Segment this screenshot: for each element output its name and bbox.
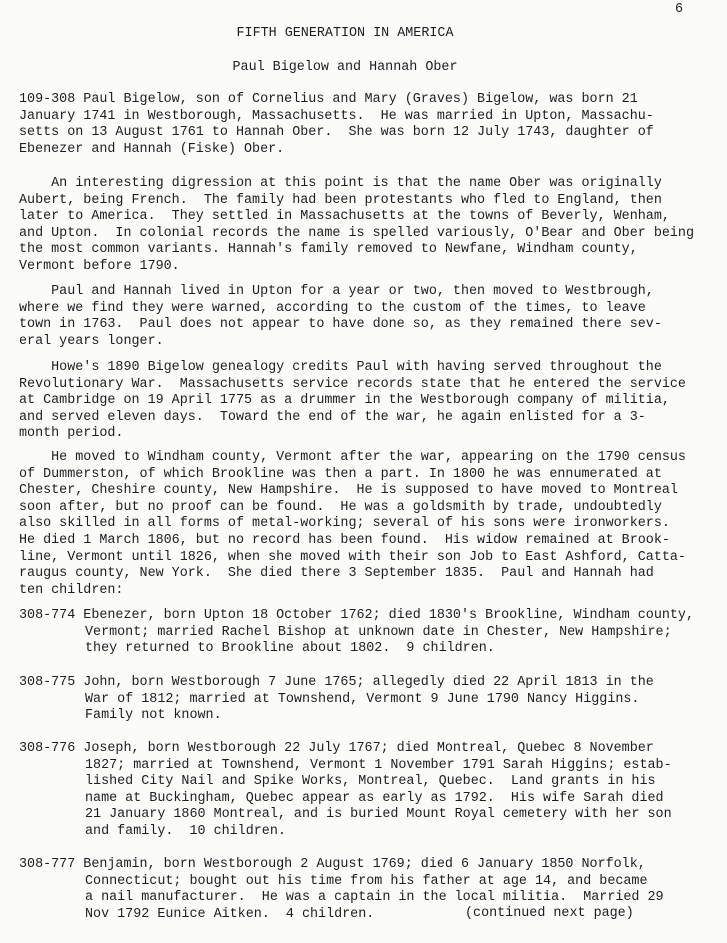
text-line: also skilled in all forms of metal-working; several of his sons were ironworkers. xyxy=(19,516,670,532)
text-line: Revolutionary War. Massachusetts service records state that he entered the service xyxy=(19,376,686,392)
text-line: Family not known. xyxy=(85,708,222,724)
child-entry-308-775 xyxy=(19,675,724,725)
text-line: Nov 1792 Eunice Aitken. 4 children. xyxy=(85,906,375,922)
text-line: and Upton. In colonial records the name is spelled variously, O'Bear and Ober being xyxy=(19,225,694,241)
text-line: January 1741 in Westborough, Massachusetts. He was married in Upton, Massachu- xyxy=(19,108,654,124)
continued-note: (continued next page) xyxy=(465,906,634,921)
text-line: and family. 10 children. xyxy=(85,823,286,839)
text-line: Paul and Hannah lived in Upton for a year or two, then moved to Westbrough, xyxy=(19,284,654,299)
child-entry-308-774 xyxy=(19,608,724,658)
text-line: 21 January 1860 Montreal, and is buried Mount Royal cemetery with her son xyxy=(85,807,672,823)
paragraph-intro xyxy=(19,92,724,158)
text-line: He died 1 March 1806, but no record has been found. His widow remained at Brook- xyxy=(19,532,670,548)
paragraph-ober-name xyxy=(19,176,724,276)
paragraph-upton xyxy=(19,284,724,350)
text-line: Vermont before 1790. xyxy=(19,258,180,274)
text-line: eral years longer. xyxy=(19,333,164,349)
text-line: Chester, Cheshire county, New Hampshire. He is supposed to have moved to Montreal xyxy=(19,483,678,499)
text-line: month period. xyxy=(19,426,124,442)
text-line: line, Vermont until 1826, when she moved with their son Job to East Ashford, Catta- xyxy=(19,549,686,565)
text-line: 308-777 Benjamin, born Westborough 2 August 1769; died 6 January 1850 Norfolk, xyxy=(19,857,646,872)
text-line: and served eleven days. Toward the end of the war, he again enlisted for a 3- xyxy=(19,409,646,425)
text-line: 308-776 Joseph, born Westborough 22 July 1767; died Montreal, Quebec 8 November xyxy=(19,741,654,756)
text-line: 308-774 Ebenezer, born Upton 18 October 1762; died 1830's Brookline, Windham county, xyxy=(19,608,694,623)
text-line: lished City Nail and Spike Works, Montreal, Quebec. Land grants in his xyxy=(85,774,656,790)
child-entry-308-776 xyxy=(19,741,724,841)
text-line: later to America. They settled in Massachusetts at the towns of Beverly, Wenham, xyxy=(19,209,670,225)
text-line: raugus county, New York. She died there 3 September 1835. Paul and Hannah had xyxy=(19,566,654,582)
text-line: the most common variants. Hannah's family removed to Newfane, Windham county, xyxy=(19,242,638,258)
text-line: Ebenezer and Hannah (Fiske) Ober. xyxy=(19,141,285,157)
page-title: FIFTH GENERATION IN AMERICA xyxy=(236,26,454,41)
text-line: Connecticut; bought out his time from his father at age 14, and became xyxy=(85,873,648,889)
text-line: town in 1763. Paul does not appear to have done so, as they remained there sev- xyxy=(19,317,662,333)
text-line: War of 1812; married at Townshend, Vermont 9 June 1790 Nancy Higgins. xyxy=(85,691,640,707)
text-line: of Dummerston, of which Brookline was then a part. In 1800 he was ennumerated at xyxy=(19,466,662,482)
text-line: He moved to Windham county, Vermont after the war, appearing on the 1790 census xyxy=(19,450,686,465)
text-line: An interesting digression at this point is that the name Ober was originally xyxy=(19,176,662,191)
text-line: a nail manufacturer. He was a captain in the local militia. Married 29 xyxy=(85,890,664,906)
text-line: 1827; married at Townshend, Vermont 1 November 1791 Sarah Higgins; estab- xyxy=(85,757,672,773)
text-line: Vermont; married Rachel Bishop at unknown date in Chester, New Hampshire; xyxy=(85,624,672,640)
page-subtitle: Paul Bigelow and Hannah Ober xyxy=(232,60,458,75)
page-number: 6 xyxy=(674,2,683,17)
text-line: soon after, but no proof can be found. He was a goldsmith by trade, undoubtedly xyxy=(19,499,662,515)
text-line: Aubert, being French. The family had been protestants who fled to England, then xyxy=(19,192,662,208)
paragraph-revolutionary-war xyxy=(19,360,724,443)
text-line: Howe's 1890 Bigelow genealogy credits Paul with having served throughout the xyxy=(19,360,662,375)
text-line: setts on 13 August 1761 to Hannah Ober. She was born 12 July 1743, daughter of xyxy=(19,125,654,141)
text-line: 109-308 Paul Bigelow, son of Cornelius and Mary (Graves) Bigelow, was born 21 xyxy=(19,92,638,107)
text-line: where we find they were warned, according to the custom of the times, to leave xyxy=(19,300,646,316)
text-line: ten children: xyxy=(19,582,124,598)
text-line: 308-775 John, born Westborough 7 June 1765; allegedly died 22 April 1813 in the xyxy=(19,675,654,690)
text-line: at Cambridge on 19 April 1775 as a drummer in the Westborough company of militia, xyxy=(19,393,670,409)
text-line: they returned to Brookline about 1802. 9 children. xyxy=(85,641,495,657)
paragraph-windham xyxy=(19,450,724,599)
text-line: name at Buckingham, Quebec appear as early as 1792. His wife Sarah died xyxy=(85,790,664,806)
